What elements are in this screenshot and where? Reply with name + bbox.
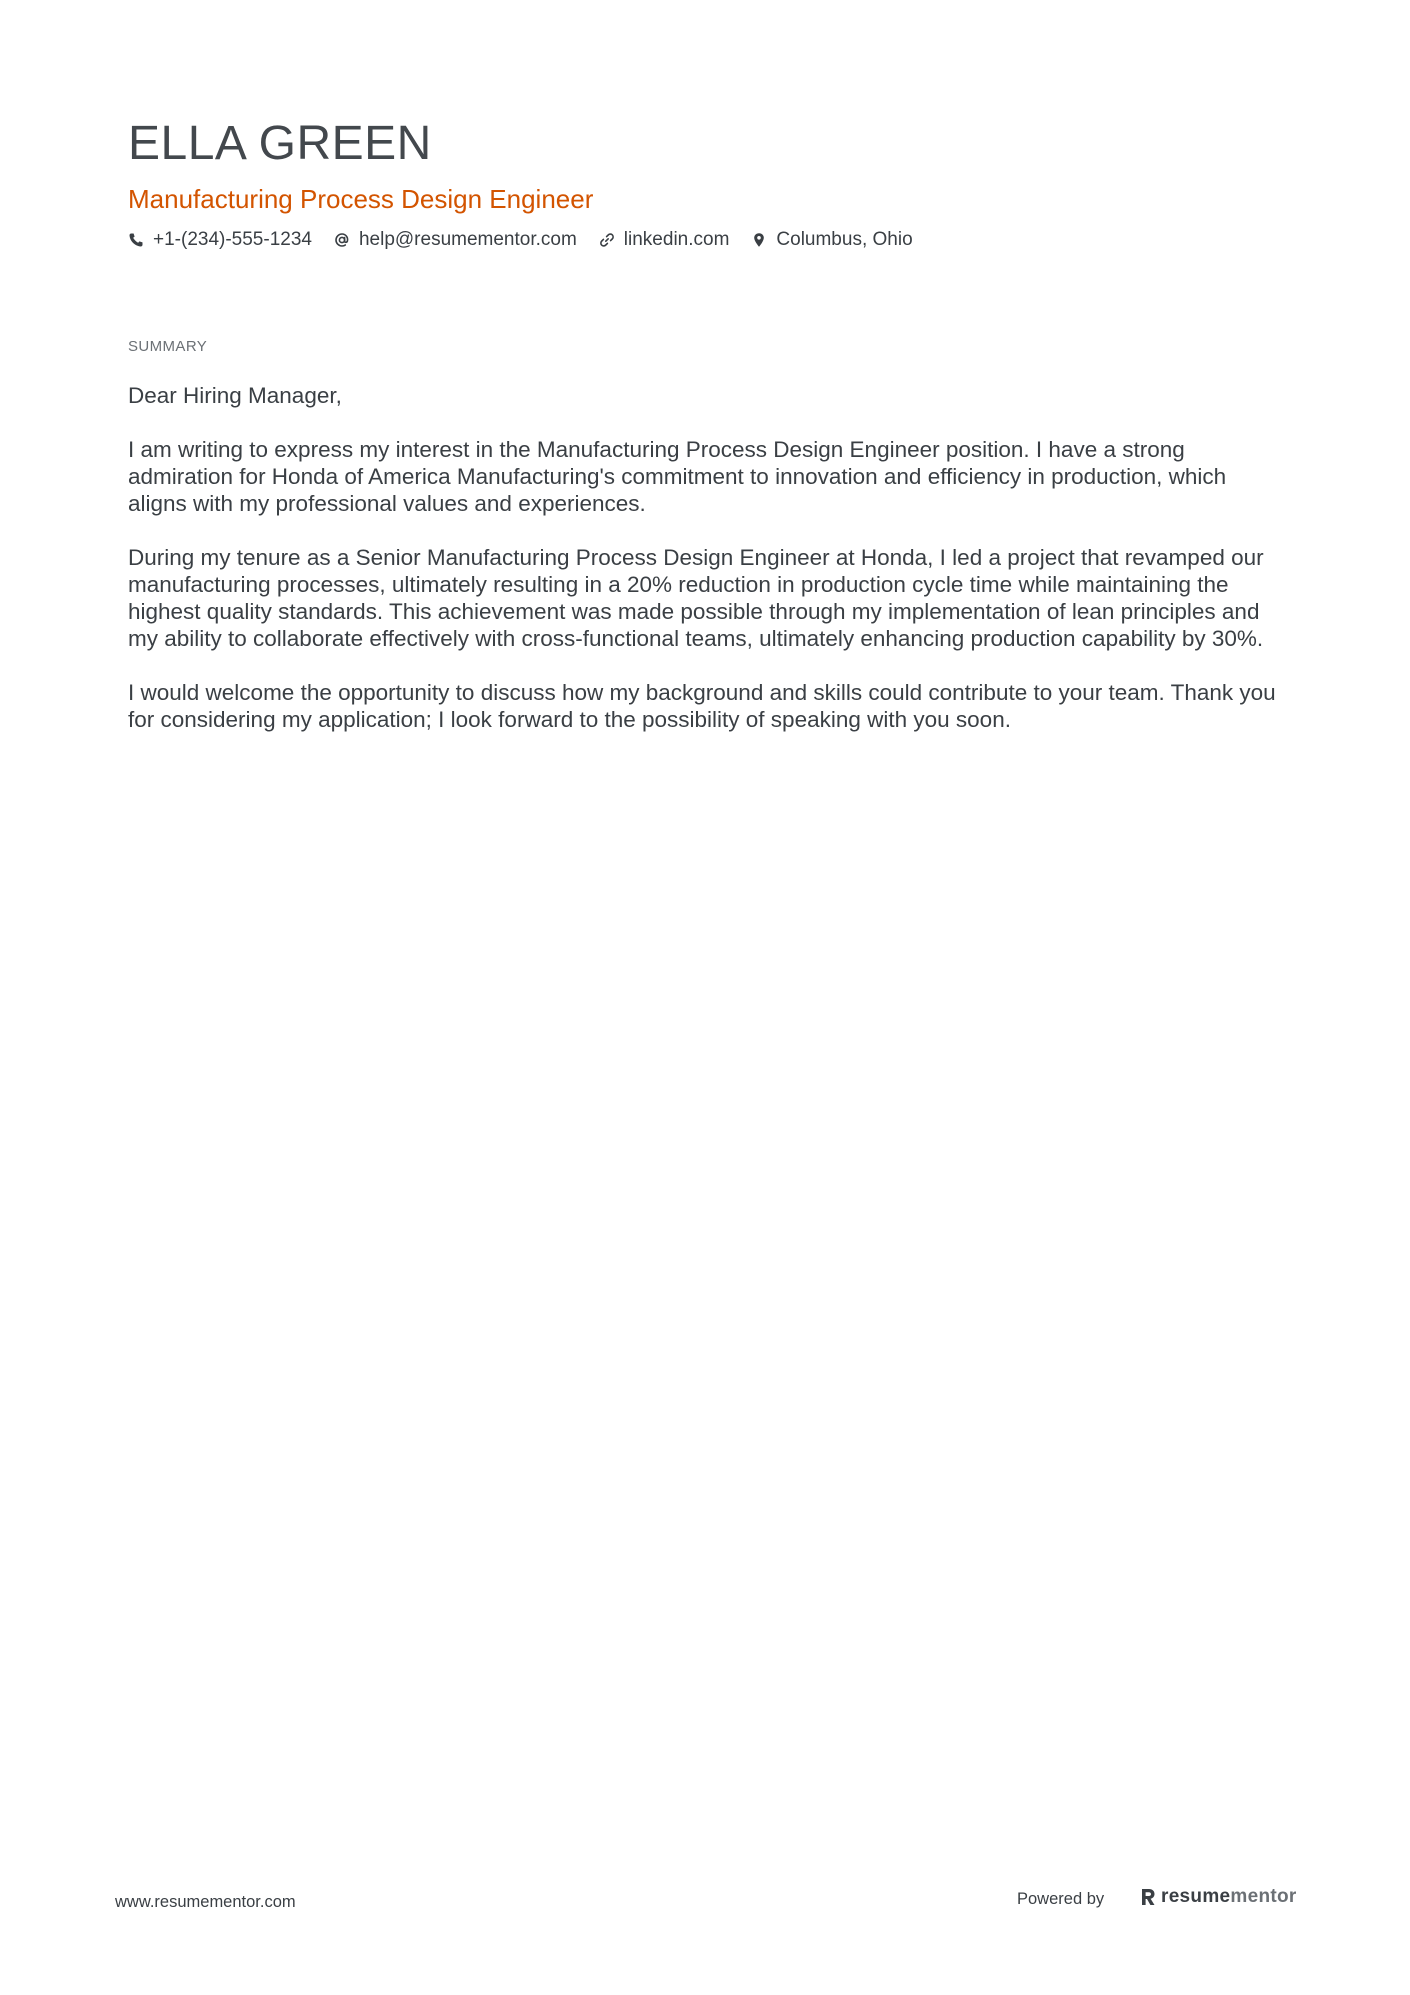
contact-linkedin (599, 226, 730, 254)
resumementor-logo-icon (1140, 1887, 1156, 1907)
letter-body (128, 382, 1278, 760)
contact-phone (128, 226, 312, 254)
email-address[interactable]: help@resumementor.com (358, 229, 577, 250)
linkedin-link[interactable]: linkedin.com (623, 229, 730, 250)
contact-bar (128, 226, 935, 254)
letter-paragraph-experience: During my tenure as a Senior Manufacturing Process Design Engineer at Honda, I led a project that revamped our manufacturing processes, ultimately resulting in a 20% reduction in production cycle time while maintaining the highest quality standards. This achievement was made possible through my implementation of lean principles and my ability to collaborate effectively with cross-functional teams, ultimately enhancing production capability by 30%. (128, 545, 1264, 651)
letter-paragraph-intro: I am writing to express my interest in the Manufacturing Process Design Engineer position. I have a strong admiration for Honda of America Manufacturing's commitment to innovation and efficiency in production, which aligns with my professional values and experiences. (128, 437, 1227, 516)
brand-name-part2: mentor (1230, 1886, 1297, 1907)
letter-paragraph-closing: I would welcome the opportunity to discuss how my background and skills could contribute to your team. Thank you for considering my application; I look forward to the possibility of speaking with you soon. (128, 680, 1276, 732)
letter-salutation: Dear Hiring Manager, (128, 383, 342, 408)
powered-by-label: Powered by (1017, 1890, 1105, 1908)
brand-name-part1: resume (1161, 1886, 1231, 1907)
phone-number[interactable]: +1-(234)-555-1234 (153, 229, 312, 250)
footer-website-link[interactable]: www.resumementor.com (115, 1893, 296, 1911)
phone-icon (128, 232, 144, 248)
location-text: Columbus, Ohio (776, 229, 913, 250)
contact-location (751, 226, 912, 254)
job-title: Manufacturing Process Design Engineer (128, 184, 594, 214)
contact-email (334, 226, 577, 254)
at-icon (334, 232, 350, 248)
resumementor-logo[interactable] (1140, 1886, 1297, 1908)
link-icon (599, 232, 615, 248)
summary-heading: SUMMARY (128, 338, 208, 355)
location-pin-icon (751, 232, 767, 248)
candidate-name: ELLA GREEN (128, 117, 432, 170)
